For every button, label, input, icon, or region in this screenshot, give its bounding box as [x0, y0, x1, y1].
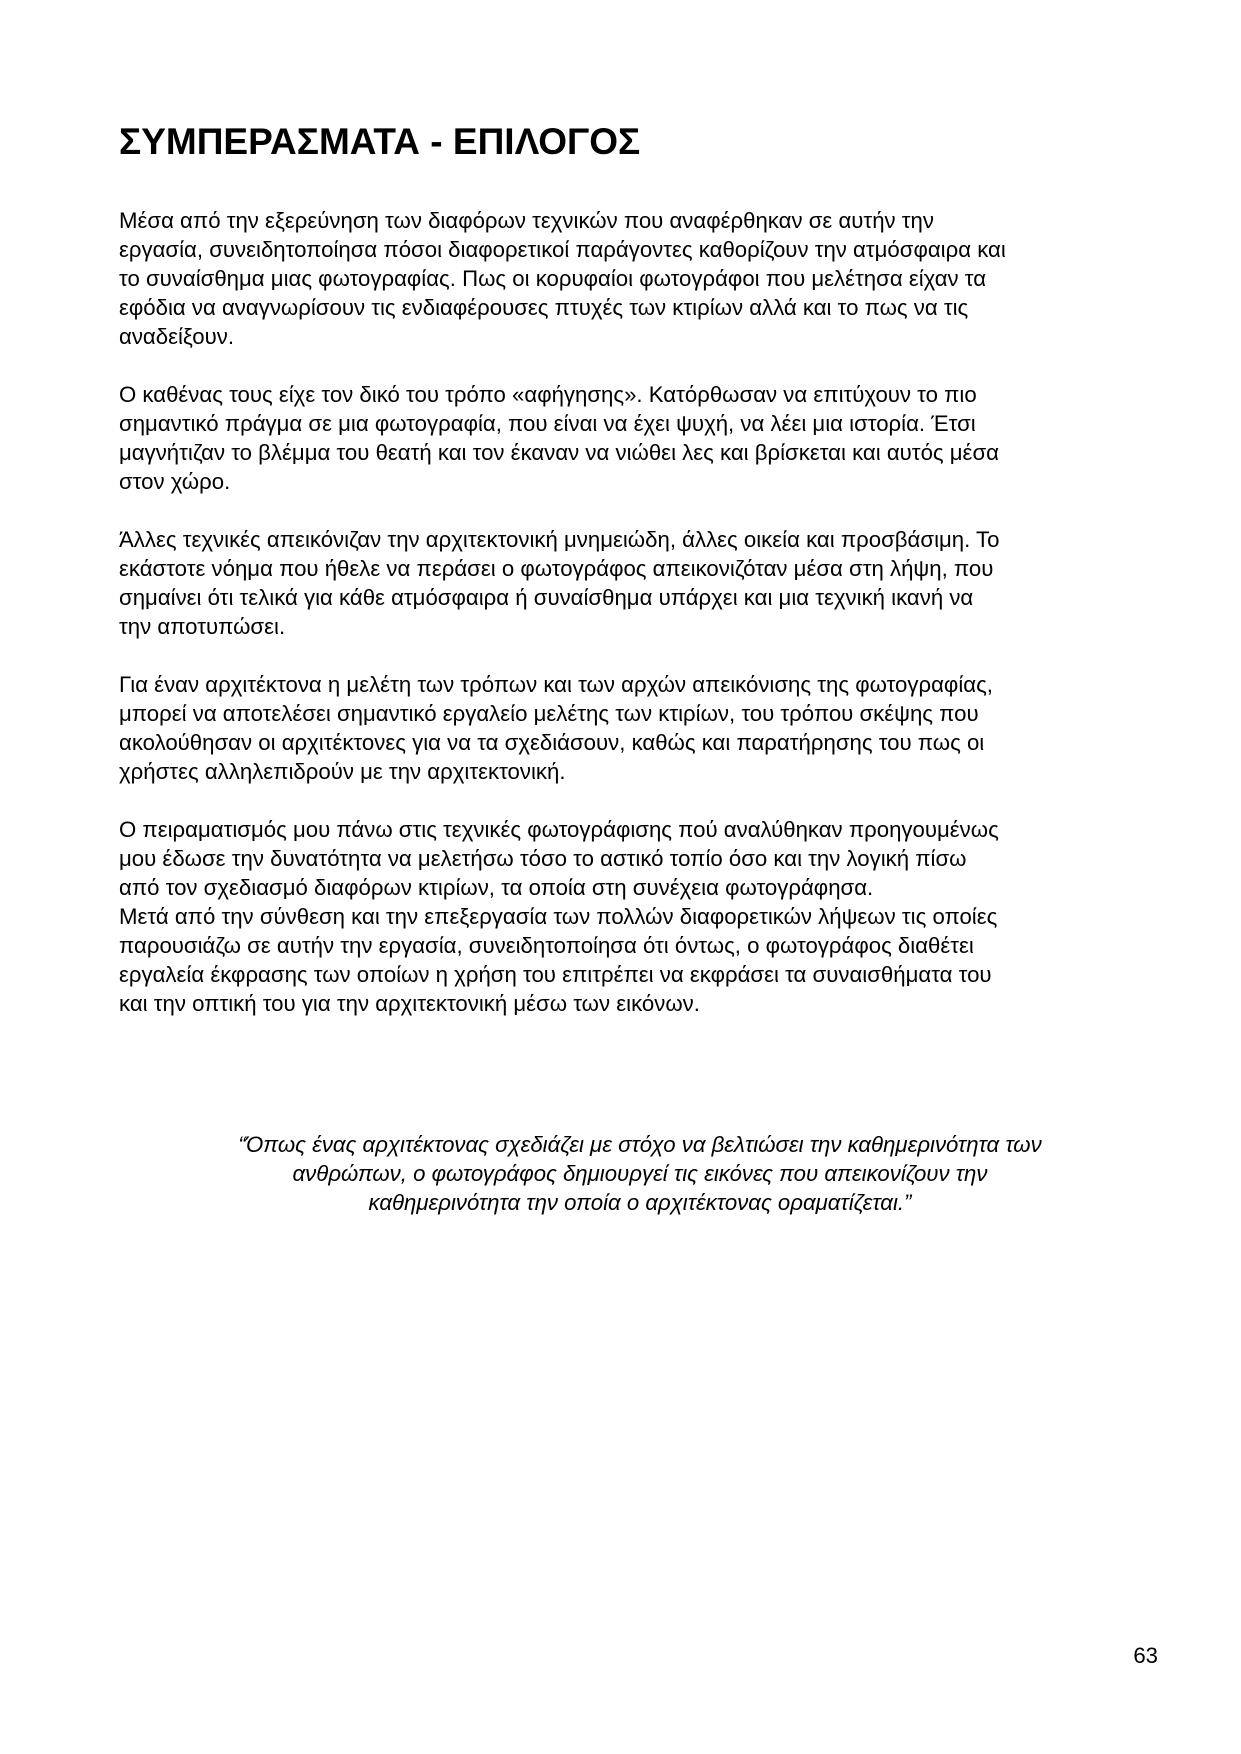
paragraph-5 [119, 815, 1139, 902]
text-line: εργασία, συνειδητοποίησα πόσοι διαφορετικοί παράγοντες καθορίζουν την ατμόσφαιρα και [119, 237, 1006, 262]
text-line: από τον σχεδιασμό διαφόρων κτιρίων, τα οποία στη συνέχεια φωτογράφησα. [119, 875, 874, 900]
paragraph-4 [119, 670, 1139, 786]
closing-quote [150, 1130, 1130, 1217]
paragraph-3 [119, 525, 1139, 641]
text-line: αναδείξουν. [119, 324, 234, 349]
page-number: 63 [1133, 1643, 1158, 1668]
text-line: μου έδωσε την δυνατότητα να μελετήσω τόσο το αστικό τοπίο όσο και την λογική πίσω [119, 846, 967, 871]
quote-line: ανθρώπων, ο φωτογράφος δημιουργεί τις εικόνες που απεικονίζουν την [292, 1161, 988, 1186]
text-line: χρήστες αλληλεπιδρούν με την αρχιτεκτονική. [119, 759, 566, 784]
text-line: μπορεί να αποτελέσει σημαντικό εργαλείο μελέτης των κτιρίων, του τρόπου σκέψης που [119, 701, 979, 726]
paragraph-2 [119, 380, 1139, 496]
text-line: και την οπτική του για την αρχιτεκτονική μέσω των εικόνων. [119, 991, 700, 1016]
page-title: ΣΥΜΠΕΡΑΣΜΑΤΑ - ΕΠΙΛΟΓΟΣ [119, 121, 641, 162]
text-line: Μέσα από την εξερεύνηση των διαφόρων τεχνικών που αναφέρθηκαν σε αυτήν την [119, 208, 934, 233]
text-line: εκάστοτε νόημα που ήθελε να περάσει ο φωτογράφος απεικονιζόταν μέσα στη λήψη, που [119, 556, 994, 581]
quote-line: “Όπως ένας αρχιτέκτονας σχεδιάζει με στόχο να βελτιώσει την καθημερινότητα των [238, 1132, 1042, 1157]
paragraph-1 [119, 206, 1139, 351]
text-line: εργαλεία έκφρασης των οποίων η χρήση του επιτρέπει να εκφράσει τα συναισθήματα του [119, 962, 992, 987]
paragraph-6 [119, 902, 1139, 1018]
text-line: σημαίνει ότι τελικά για κάθε ατμόσφαιρα ή συναίσθημα υπάρχει και μια τεχνική ικανή να [119, 585, 974, 610]
text-line: στον χώρο. [119, 469, 231, 494]
text-line: Ο πειραματισμός μου πάνω στις τεχνικές φωτογράφισης πού αναλύθηκαν προηγουμένως [119, 817, 999, 842]
text-line: Μετά από την σύνθεση και την επεξεργασία των πολλών διαφορετικών λήψεων τις οποίες [119, 904, 998, 929]
text-line: το συναίσθημα μιας φωτογραφίας. Πως οι κορυφαίοι φωτογράφοι που μελέτησα είχαν τα [119, 266, 987, 291]
text-line: ακολούθησαν οι αρχιτέκτονες για να τα σχεδιάσουν, καθώς και παρατήρησης του πως οι [119, 730, 985, 755]
text-line: την αποτυπώσει. [119, 614, 286, 639]
text-line: Για έναν αρχιτέκτονα η μελέτη των τρόπων και των αρχών απεικόνισης της φωτογραφίας, [119, 672, 993, 697]
quote-line: καθημερινότητα την οποία ο αρχιτέκτονας οραματίζεται.” [368, 1190, 912, 1215]
body-text [119, 206, 1139, 1047]
text-line: παρουσιάζω σε αυτήν την εργασία, συνειδητοποίησα ότι όντως, ο φωτογράφος διαθέτει [119, 933, 974, 958]
text-line: Ο καθένας τους είχε τον δικό του τρόπο «αφήγησης». Κατόρθωσαν να επιτύχουν το πιο [119, 382, 977, 407]
text-line: σημαντικό πράγμα σε μια φωτογραφία, που είναι να έχει ψυχή, να λέει μια ιστορία. Έτσι [119, 411, 976, 436]
text-line: μαγνήτιζαν το βλέμμα του θεατή και τον έκαναν να νιώθει λες και βρίσκεται και αυτός μέσα [119, 440, 999, 465]
text-line: Άλλες τεχνικές απεικόνιζαν την αρχιτεκτονική μνημειώδη, άλλες οικεία και προσβάσιμη. Το [119, 527, 1000, 552]
text-line: εφόδια να αναγνωρίσουν τις ενδιαφέρουσες πτυχές των κτιρίων αλλά και το πως να τις [119, 295, 969, 320]
